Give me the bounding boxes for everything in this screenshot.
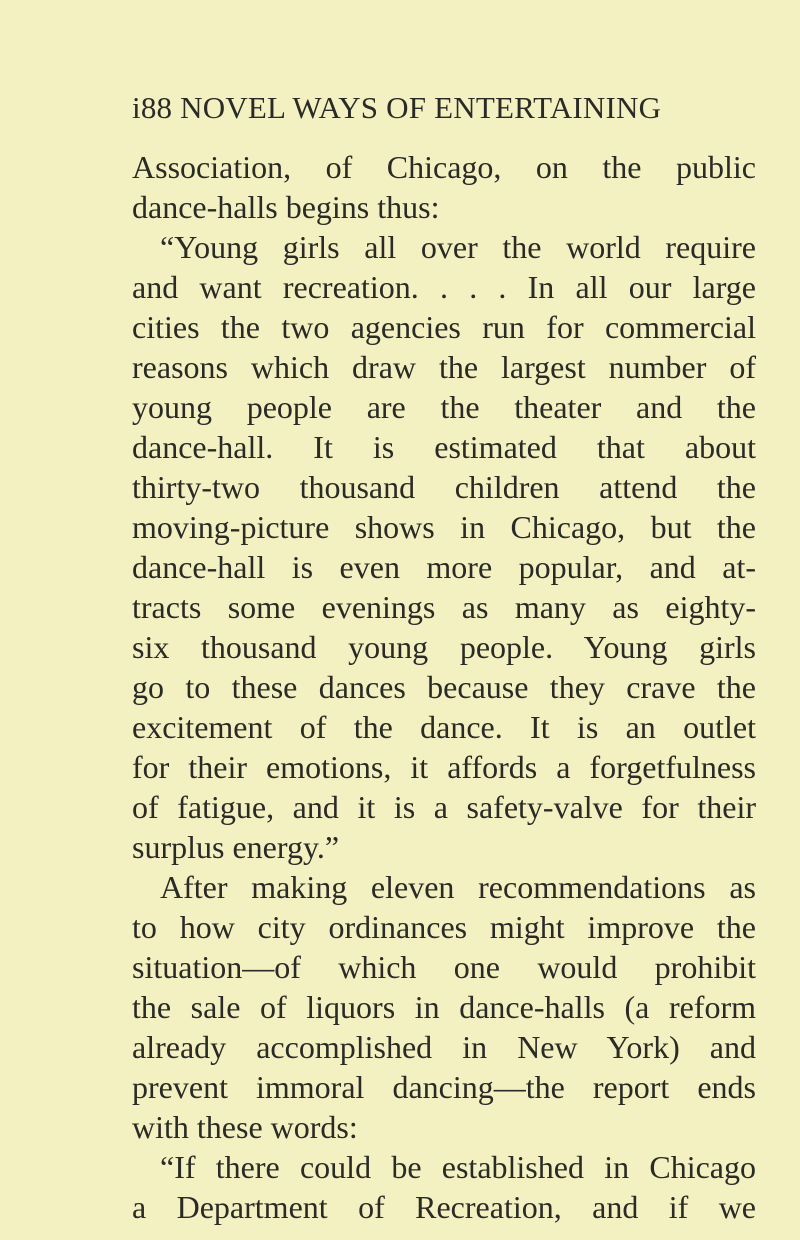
text-line: prevent immoral dancing—the report ends bbox=[132, 1069, 756, 1105]
text-line: for their emotions, it affords a forgetfulness bbox=[132, 749, 756, 785]
text-line: go to these dances because they crave the bbox=[132, 669, 756, 705]
text-line: moving-picture shows in Chicago, but the bbox=[132, 509, 756, 545]
text-line: and want recreation. . . . In all our large bbox=[132, 269, 756, 305]
text-line: Association, of Chicago, on the public bbox=[132, 149, 756, 185]
text-line: dance-halls begins thus: bbox=[132, 189, 440, 225]
text-line: dance-hall is even more popular, and at- bbox=[132, 549, 756, 585]
text-line: tracts some evenings as many as eighty- bbox=[132, 589, 756, 625]
text-line: excitement of the dance. It is an outlet bbox=[132, 709, 756, 745]
running-head: i88 NOVEL WAYS OF ENTERTAINING bbox=[132, 90, 662, 125]
text-line: already accomplished in New York) and bbox=[132, 1029, 756, 1065]
text-line: young people are the theater and the bbox=[132, 389, 756, 425]
text-line: After making eleven recommendations as bbox=[160, 869, 756, 905]
text-line: of fatigue, and it is a safety-valve for their bbox=[132, 789, 756, 825]
text-line: surplus energy.” bbox=[132, 829, 340, 865]
text-line: the sale of liquors in dance-halls (a reform bbox=[132, 989, 756, 1025]
text-line: a Department of Recreation, and if we bbox=[132, 1189, 756, 1225]
text-line: dance-hall. It is estimated that about bbox=[132, 429, 756, 465]
text-line: reasons which draw the largest number of bbox=[132, 349, 756, 385]
text-line: with these words: bbox=[132, 1109, 358, 1145]
text-line: to how city ordinances might improve the bbox=[132, 909, 756, 945]
text-line: cities the two agencies run for commercial bbox=[132, 309, 756, 345]
text-line: six thousand young people. Young girls bbox=[132, 629, 756, 665]
text-line: “Young girls all over the world require bbox=[160, 229, 756, 265]
text-line: thirty-two thousand children attend the bbox=[132, 469, 756, 505]
text-line: “If there could be established in Chicago bbox=[160, 1149, 756, 1185]
text-line: situation—of which one would prohibit bbox=[132, 949, 756, 985]
